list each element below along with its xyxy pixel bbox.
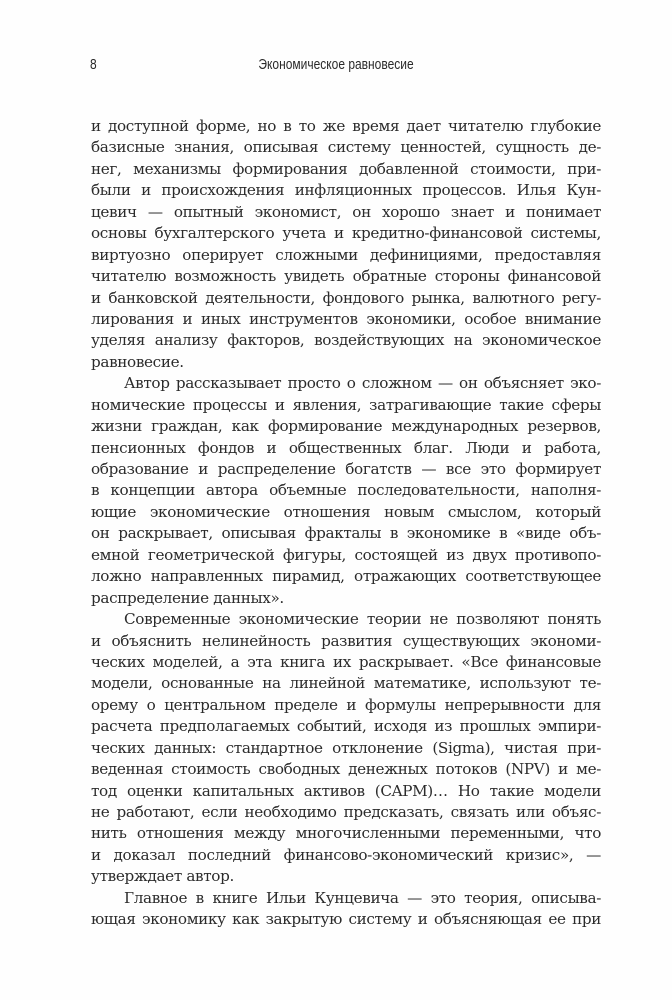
text-line: ющие экономические отношения новым смыслом, который [91,502,601,521]
text-line: базисные знания, описывая систему ценностей, сущность де- [91,138,601,157]
paragraph-2 [91,373,601,609]
text-line: были и происхождения инфляционных процессов. Илья Кун- [91,181,601,200]
text-line: ческих данных: стандартное отклонение (Sigma), чистая при- [91,738,601,757]
text-line: ложно направленных пирамид, отражающих соответствующее [91,567,601,586]
text-line: не работают, если необходимо предсказать, связать или объяс- [91,803,601,821]
text-line: Автор рассказывает просто о сложном — он объясняет эко- [124,374,601,393]
text-line: распределение данных». [91,588,284,607]
text-line: Главное в книге Ильи Кунцевича — это теория, описыва- [124,888,601,907]
text-line: веденная стоимость свободных денежных потоков (NPV) и ме- [91,760,601,779]
text-line: образование и распределение богатств — все это формирует [91,460,601,478]
text-line: уделяя анализу факторов, воздействующих на экономическое [91,331,601,350]
text-line: ющая экономику как закрытую систему и объясняющая ее при [91,910,601,929]
text-line: утверждает автор. [91,867,234,886]
text-line: тод оценки капитальных активов (CAPM)… Но такие модели [91,781,601,800]
page-number: 8 [90,56,97,73]
running-title [0,56,672,73]
text-line: расчета предполагаемых событий, исходя из прошлых эмпири- [91,717,601,736]
text-line: цевич — опытный экономист, он хорошо знает и понимает [91,202,601,221]
text-line: лирования и иных инструментов экономики, особое внимание [91,309,601,328]
text-line: и доступной форме, но в то же время дает читателю глубокие [91,117,601,135]
text-line: и банковской деятельности, фондового рынка, валютного регу- [91,288,601,307]
paragraph-4 [91,888,601,931]
paragraph-1 [91,116,601,373]
running-title-text: Экономическое равновесие [258,56,414,73]
text-line: и объяснить нелинейность развития существующих экономи- [91,631,601,650]
text-line: и доказал последний финансово-экономический кризис», — [91,845,601,864]
text-line: жизни граждан, как формирование международных резервов, [91,417,601,436]
text-line: основы бухгалтерского учета и кредитно-финансовой системы, [91,224,601,243]
paragraph-3 [91,609,601,888]
text-line: модели, основанные на линейной математике, используют те- [91,674,601,693]
text-line: виртуозно оперирует сложными дефинициями, предоставляя [91,245,601,264]
text-line: нить отношения между многочисленными переменными, что [91,824,601,843]
text-line: читателю возможность увидеть обратные стороны финансовой [91,267,601,286]
text-line: равновесие. [91,352,184,371]
text-line: нег, механизмы формирования добавленной стоимости, при- [91,159,601,178]
text-line: орему о центральном пределе и формулы непрерывности для [91,695,601,714]
text-line: в концепции автора объемные последовательности, наполня- [91,481,601,500]
text-line: Современные экономические теории не позволяют понять [124,610,601,629]
text-line: он раскрывает, описывая фракталы в экономике в «виде объ- [91,524,601,543]
text-line: номические процессы и явления, затрагивающие такие сферы [91,395,601,414]
text-line: емной геометрической фигуры, состоящей из двух противопо- [91,545,601,564]
text-line: ческих моделей, а эта книга их раскрывает. «Все финансовые [91,652,601,671]
text-line: пенсионных фондов и общественных благ. Люди и работа, [91,438,601,457]
body-text [91,116,601,931]
